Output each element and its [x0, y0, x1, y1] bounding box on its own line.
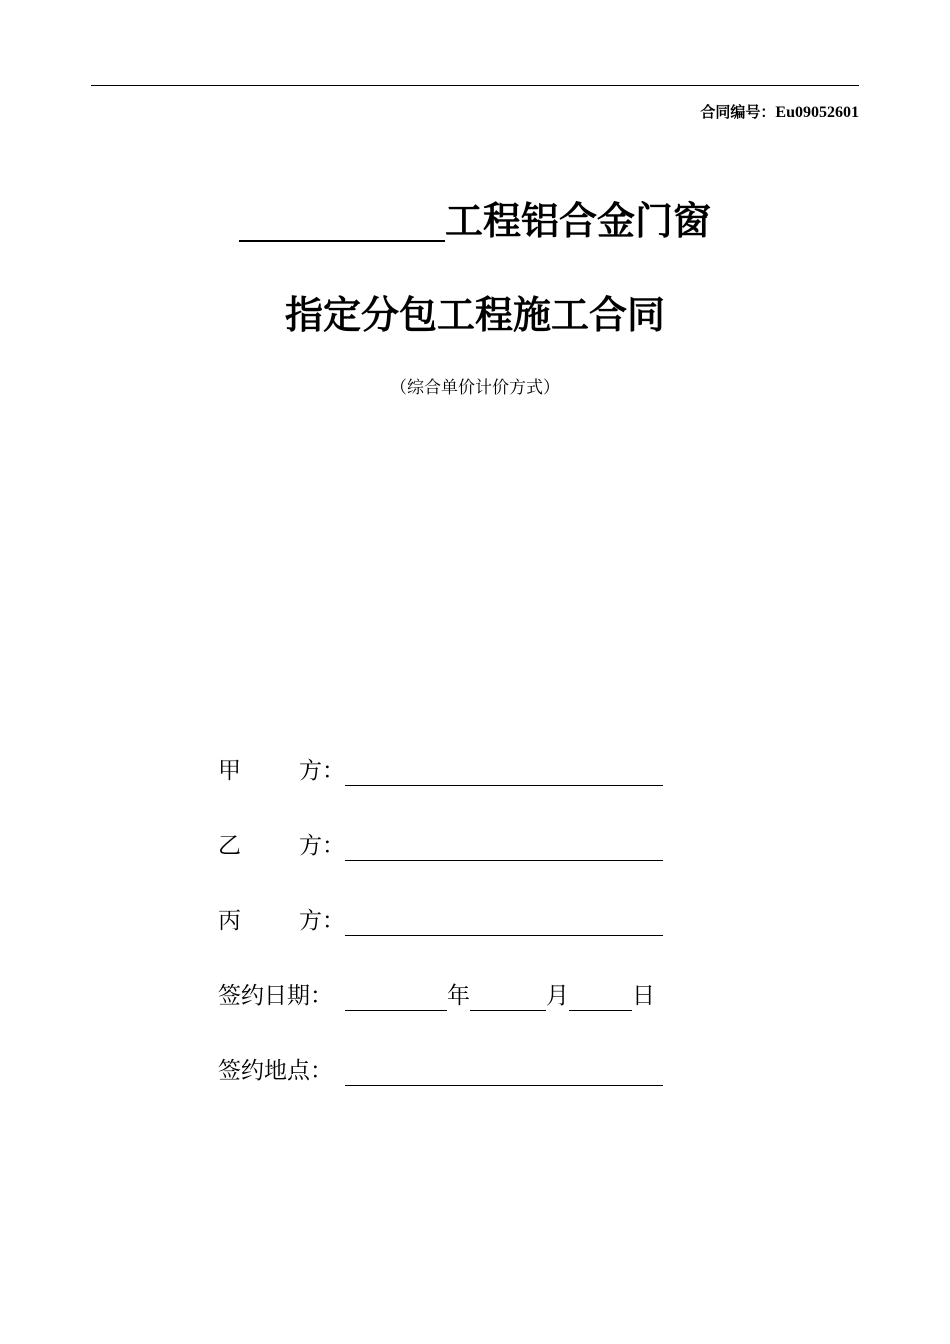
party-b-label [218, 831, 345, 861]
party-a-label-char: 甲 [218, 758, 241, 784]
party-b-blank[interactable] [345, 830, 663, 861]
contract-number-label: 合同编号： [700, 103, 776, 121]
contract-number-value: Eu09052601 [775, 104, 859, 121]
party-a-blank[interactable] [345, 755, 663, 786]
header-rule [91, 85, 859, 86]
sign-date-year-blank[interactable] [345, 980, 447, 1011]
sign-place-field [218, 1054, 663, 1086]
subtitle: （综合单价计价方式） [390, 378, 560, 398]
party-a-field [218, 754, 663, 786]
sign-date-field [218, 979, 655, 1011]
party-c-label [218, 906, 345, 936]
sign-date-month-blank[interactable] [470, 980, 546, 1011]
sign-date-day-blank[interactable] [569, 980, 632, 1011]
sign-place-label: 签约地点： [218, 1058, 333, 1084]
sign-place-blank[interactable] [345, 1055, 663, 1086]
page-title-line-2: 指定分包工程施工合同 [284, 293, 665, 337]
sign-date-month-unit: 月 [546, 983, 569, 1009]
party-c-label-suffix: 方： [299, 908, 345, 934]
party-b-label-suffix: 方： [299, 833, 345, 859]
party-c-blank[interactable] [345, 905, 663, 936]
sign-date-label: 签约日期： [218, 983, 333, 1009]
party-b-label-char: 乙 [218, 833, 241, 859]
project-name-blank[interactable] [239, 200, 445, 242]
party-a-label-suffix: 方： [299, 758, 345, 784]
sign-date-year-unit: 年 [447, 983, 470, 1009]
party-b-field [218, 829, 663, 861]
party-c-label-char: 丙 [218, 908, 241, 934]
page-title-line-1 [0, 190, 950, 245]
title-line-1-text: 工程铝合金门窗 [444, 199, 711, 243]
party-a-label [218, 756, 345, 786]
party-c-field [218, 904, 663, 936]
sign-date-day-unit: 日 [632, 983, 655, 1009]
contract-number [700, 101, 859, 122]
